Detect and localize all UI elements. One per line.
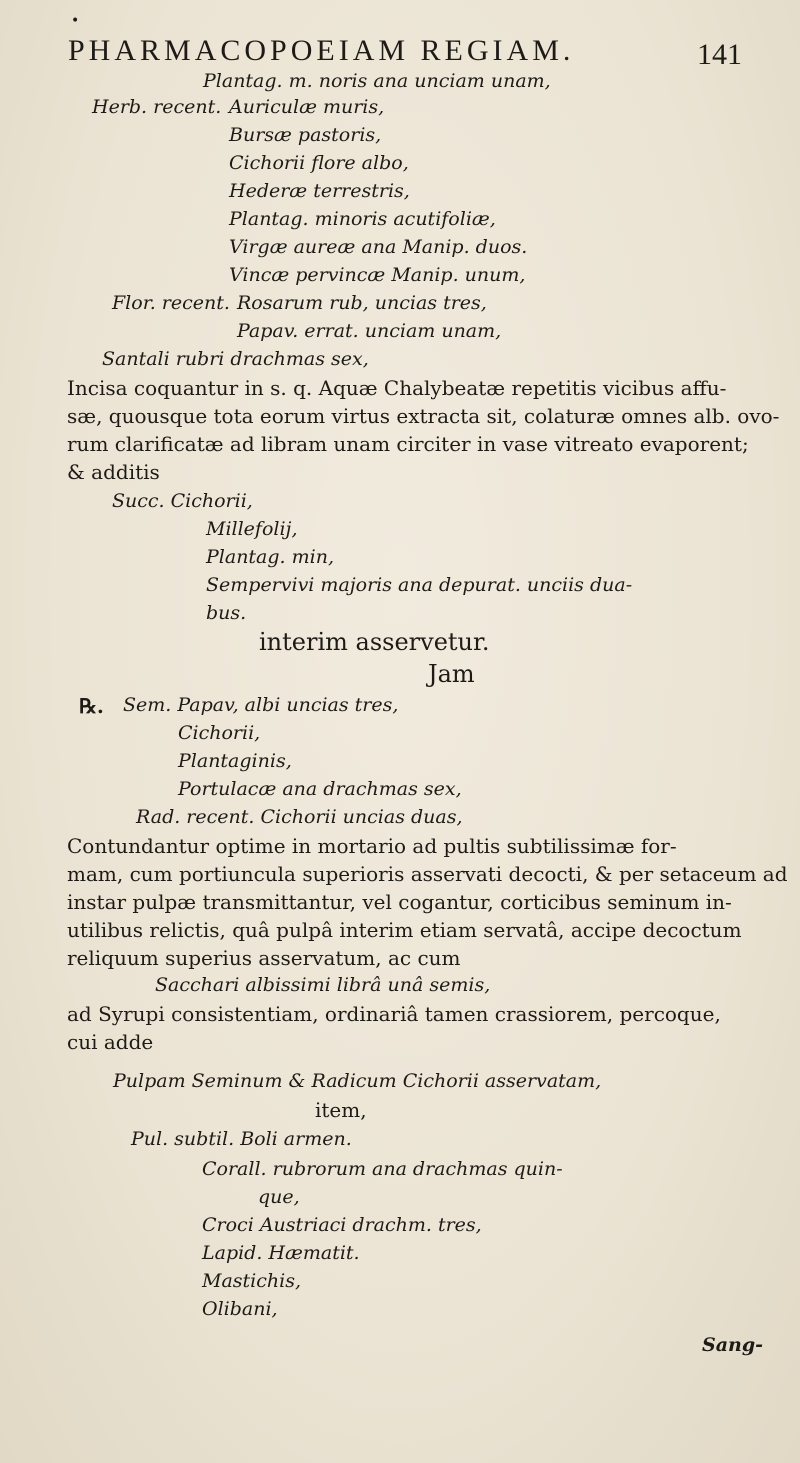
text-line: Sacchari albissimi librâ unâ semis, [155,974,491,996]
text-line: Santali rubri drachmas sex, [102,348,369,370]
text-line: sæ, quousque tota eorum virtus extracta sit, colaturæ omnes alb. ovo- [67,404,780,428]
text-line: Plantag. minoris acutifoliæ, [229,208,496,230]
text-line: que, [258,1186,300,1208]
text-line: Incisa coquantur in s. q. Aquæ Chalybeatæ repetitis vicibus affu- [67,376,727,400]
catchword: Sang- [702,1334,764,1356]
text-line: Cichorii flore albo, [229,152,409,174]
text-line: Plantag. m. noris ana unciam unam, [203,70,551,92]
text-line: interim asservetur. [259,628,490,656]
text-line: Olibani, [202,1298,278,1320]
text-line: Cichorii, [178,722,261,744]
recipe-symbol: ℞. [79,694,104,718]
text-line: Pul. subtil. Boli armen. [131,1128,352,1150]
text-line: Mastichis, [202,1270,301,1292]
text-line: ad Syrupi consistentiam, ordinariâ tamen crassiorem, percoque, [67,1002,721,1026]
text-line: reliquum superius asservatum, ac cum [67,946,461,970]
text-line: Pulpam Seminum & Radicum Cichorii asservatam, [113,1070,602,1092]
text-line: Papav. errat. unciam unam, [237,320,502,342]
text-line: Vincæ pervincæ Manip. unum, [229,264,526,286]
text-line: Rosarum rub, uncias tres, [237,292,487,314]
running-title: PHARMACOPOEIAM REGIAM. [68,34,575,67]
text-line: utilibus relictis, quâ pulpâ interim etiam servatâ, accipe decoctum [67,918,742,942]
text-line: Auriculæ muris, [229,96,385,118]
text-line: Sempervivi majoris ana depurat. unciis dua- [206,574,633,596]
text-line: Herb. recent. [92,96,222,118]
text-line: mam, cum portiuncula superioris asservati decocti, & per setaceum ad [67,862,788,886]
header-ornament: • [71,13,80,29]
text-line: cui adde [67,1030,154,1054]
text-line: Flor. recent. [112,292,230,314]
page-number: 141 [697,38,742,71]
text-line: Plantag. min, [206,546,334,568]
text-line: Corall. rubrorum ana drachmas quin- [202,1158,563,1180]
text-line: & additis [67,460,160,484]
text-line: rum clarificatæ ad libram unam circiter in vase vitreato evaporent; [67,432,749,456]
text-line: Rad. recent. Cichorii uncias duas, [136,806,463,828]
text-line: Sem. Papav, albi uncias tres, [123,694,399,716]
text-line: bus. [206,602,247,624]
text-line: Contundantur optime in mortario ad pultis subtilissimæ for- [67,834,677,858]
text-line: Millefolij, [206,518,298,540]
text-line: Bursæ pastoris, [229,124,382,146]
text-line: Lapid. Hæmatit. [202,1242,360,1264]
text-line: Virgæ aureæ ana Manip. duos. [229,236,528,258]
text-line: instar pulpæ transmittantur, vel cogantur, corticibus seminum in- [67,890,732,914]
text-line: item, [315,1098,367,1122]
text-line: Succ. Cichorii, [112,490,253,512]
text-line: Plantaginis, [178,750,292,772]
text-line: Croci Austriaci drachm. tres, [202,1214,482,1236]
text-line: Jam [428,660,475,688]
text-line: Portulacæ ana drachmas sex, [178,778,462,800]
text-line: Hederæ terrestris, [229,180,410,202]
